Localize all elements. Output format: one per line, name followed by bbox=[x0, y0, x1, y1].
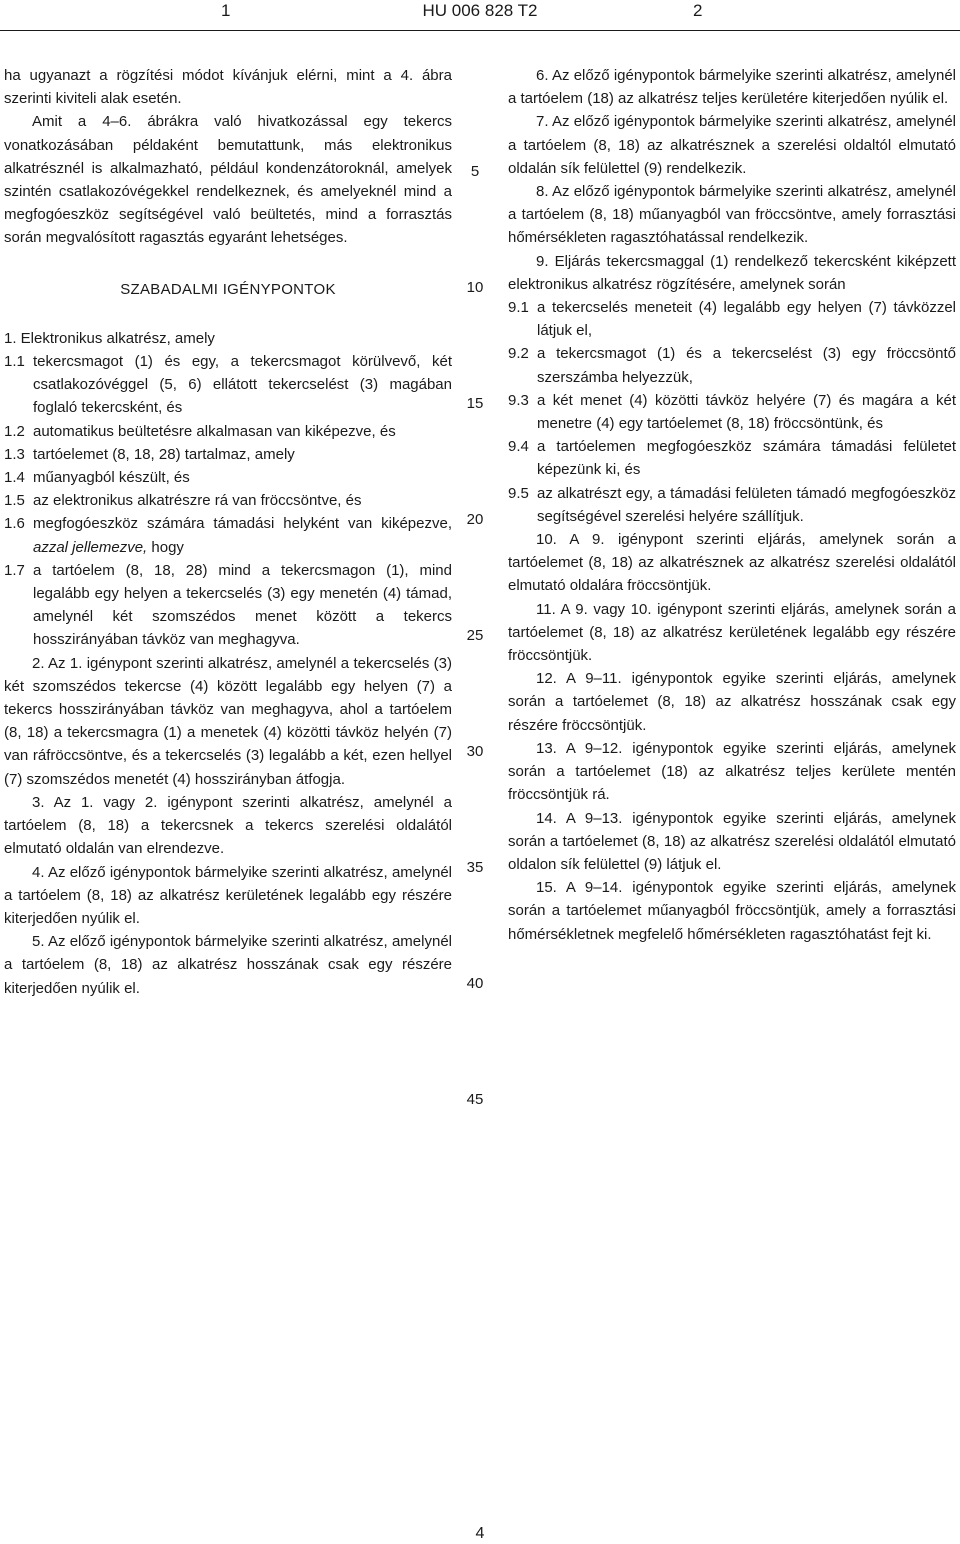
left-page-number: 1 bbox=[221, 1, 231, 20]
claim-item bbox=[4, 443, 452, 466]
claim-item-number: 1.5 bbox=[4, 492, 25, 510]
claim-15: 15. A 9–14. igénypontok egyike szerinti eljárás, amelynek során a tartóelemet műanyagból fröccsöntjük, amely a forrasztási hőmérsékletnek megfelelő hőmérsékleten ragasztóhatást fejt ki. bbox=[508, 879, 956, 943]
line-number: 40 bbox=[466, 975, 484, 992]
claim-item bbox=[4, 466, 452, 489]
document-id: HU 006 828 T2 bbox=[422, 1, 538, 20]
page-number: 4 bbox=[475, 1525, 485, 1542]
claim-item-number: 9.2 bbox=[508, 345, 529, 363]
claim-item bbox=[4, 512, 452, 558]
line-number: 30 bbox=[466, 743, 484, 760]
right-column bbox=[508, 64, 956, 946]
claim-item-number: 1.3 bbox=[4, 445, 25, 463]
claim-item bbox=[508, 389, 956, 435]
claim-4: 4. Az előző igénypontok bármelyike szerinti alkatrész, amelynél a tartóelem (8, 18) az alkatrész kerületének legalább egy részére kiterjedően nyúlik el. bbox=[4, 863, 452, 927]
claim-item-text: az elektronikus alkatrészre rá van fröccsöntve, és bbox=[33, 492, 362, 510]
claim-item-number: 1.4 bbox=[4, 469, 25, 487]
claim-item-text-part: hogy bbox=[147, 538, 184, 556]
claim-5: 5. Az előző igénypontok bármelyike szerinti alkatrész, amelynél a tartóelem (8, 18) az alkatrész hosszának csak egy részére kiterjedően nyúlik el. bbox=[4, 933, 452, 997]
claim-item bbox=[508, 342, 956, 388]
claims-heading: SZABADALMI IGÉNYPONTOK bbox=[120, 280, 336, 298]
claim-item-text: a tekercsmagot (1) és a tekercselést (3) egy fröccsöntő szerszámba helyezzük, bbox=[537, 345, 956, 386]
paragraph: ha ugyanazt a rögzítési módot kívánjuk elérni, mint a 4. ábra szerinti kiviteli alak esetén. bbox=[4, 67, 452, 108]
line-number: 35 bbox=[466, 859, 484, 876]
claim-item bbox=[4, 559, 452, 652]
line-number: 15 bbox=[466, 395, 484, 412]
line-number: 45 bbox=[466, 1091, 484, 1108]
claim-item-text: tekercsmagot (1) és egy, a tekercsmagot körülvevő, két csatlakozóvéggel (5, 6) ellátott tekercselést (3) magában foglaló tekercsként, és bbox=[33, 353, 452, 417]
claim-2: 2. Az 1. igénypont szerinti alkatrész, amelynél a tekercselés (3) két szomszédos tekercse (4) között legalább egy helyen (7) a tekercs hosszirányában távköz van meghagyva, ahol a tartóelem (8, 18) a tekercsmagra (1) a menetek (4) közötti távköz helyén (7) van ráfröccsöntve, és a tekercselés (3) legalább a két, ezen hellyel (7) szomszédos menetét (4) hosszirányban átfogja. bbox=[4, 654, 452, 788]
claim-6: 6. Az előző igénypontok bármelyike szerinti alkatrész, amelynél a tartóelem (18) az alkatrész teljes kerületére kiterjedően nyúlik el. bbox=[508, 67, 956, 108]
claim-14: 14. A 9–13. igénypontok egyike szerinti eljárás, amelynek során a tartóelemet (8, 18) az alkatrész szerelési oldalától elmutató oldalon sík felülettel (9) látjuk el. bbox=[508, 809, 956, 873]
claim-item-text: tartóelemet (8, 18, 28) tartalmaz, amely bbox=[33, 445, 295, 463]
characterizing-phrase: azzal jellemezve, bbox=[33, 538, 148, 556]
header-divider bbox=[0, 30, 960, 31]
claim-item-number: 9.3 bbox=[508, 391, 529, 409]
claim-8: 8. Az előző igénypontok bármelyike szerinti alkatrész, amelynél a tartóelem (8, 18) műanyagból van fröccsöntve, amely forrasztási hőmérsékleten ragasztóhatással rendelkezik. bbox=[508, 183, 956, 247]
claim-item-text: a tekercselés meneteit (4) legalább egy helyen (7) távközzel látjuk el, bbox=[537, 299, 956, 340]
claim-item-number: 9.1 bbox=[508, 299, 529, 317]
claim-item-number: 1.7 bbox=[4, 561, 25, 579]
claim-item-text bbox=[33, 512, 452, 558]
line-number: 10 bbox=[466, 279, 484, 296]
claim-item-text: a tartóelemen megfogóeszköz számára támadási felületet képezünk ki, és bbox=[537, 438, 956, 479]
claim-3: 3. Az 1. vagy 2. igénypont szerinti alkatrész, amelynél a tartóelem (8, 18) a tekercsnek a tekercs szerelési oldalától elmutató oldalán van elrendezve. bbox=[4, 793, 452, 858]
claim-item-text: automatikus beültetésre alkalmasan van kiképezve, és bbox=[33, 422, 396, 440]
left-column bbox=[4, 64, 452, 1000]
claim-7: 7. Az előző igénypontok bármelyike szerinti alkatrész, amelynél a tartóelem (8, 18) az alkatrésznek a szerelési oldaltól elmutató oldalán sík felülettel (9) rendelkezik. bbox=[508, 113, 956, 177]
claim-item bbox=[508, 296, 956, 342]
paragraph: Amit a 4–6. ábrákra való hivatkozással egy tekercs vonatkozásában példaként bemutattunk, más elektronikus alkatrésznél is alkalmazható, például kondenzátoroknál, amelyek szintén csatlakozóvégekkel rendelkeznek, és amelyeknél mind a megfogóeszköz segítségével való beültetés, mind a forrasztás során megvalósított ragasztás egyaránt lehetséges. bbox=[4, 113, 452, 247]
claim-item-number: 9.4 bbox=[508, 438, 529, 456]
claim-10: 10. A 9. igénypont szerinti eljárás, amelynek során a tartóelemet (8, 18) az alkatrésznek az alkatrész szerelési oldalától elmutató oldalára fröccsöntjük. bbox=[508, 531, 956, 595]
line-number: 5 bbox=[470, 163, 480, 180]
claim-item-number: 1.2 bbox=[4, 422, 25, 440]
claim-item-text: műanyagból készült, és bbox=[33, 469, 190, 487]
claim-12: 12. A 9–11. igénypontok egyike szerinti eljárás, amelynek során a tartóelemet (8, 18) az alkatrész hosszának csak egy részére fröccsöntjük. bbox=[508, 670, 956, 734]
claim-item-number: 9.5 bbox=[508, 484, 529, 502]
claim-item-text: a tartóelem (8, 18, 28) mind a tekercsmagon (1), mind legalább egy helyen a tekercselés (3) egy menetén (4) támad, amelynél két szomszédos menet között a tekercs hosszirányában távköz van meghagyva. bbox=[33, 561, 452, 649]
claim-item bbox=[508, 435, 956, 481]
claim-1-intro: 1. Elektronikus alkatrész, amely bbox=[4, 329, 215, 347]
right-page-number: 2 bbox=[693, 1, 703, 20]
claim-item bbox=[4, 420, 452, 443]
claim-11: 11. A 9. vagy 10. igénypont szerinti eljárás, amelynek során a tartóelemet (8, 18) az alkatrész kerületének legalább egy részére fröccsöntjük. bbox=[508, 600, 956, 665]
claim-item-number: 1.1 bbox=[4, 353, 25, 371]
line-number: 20 bbox=[466, 511, 484, 528]
claim-item-text: az alkatrészt egy, a támadási felületen támadó megfogóeszköz segítségével szerelési helyére szállítjuk. bbox=[537, 484, 956, 525]
claim-13: 13. A 9–12. igénypontok egyike szerinti eljárás, amelynek során a tartóelemet (18) az alkatrész teljes kerülete mentén fröccsöntjük rá. bbox=[508, 739, 956, 804]
claim-item-text-part: megfogóeszköz számára támadási helyként van kiképezve, bbox=[33, 515, 452, 533]
claim-item bbox=[4, 350, 452, 420]
line-number: 25 bbox=[466, 627, 484, 644]
page-header bbox=[0, 0, 960, 30]
claim-item-number: 1.6 bbox=[4, 515, 25, 533]
claim-9-intro: 9. Eljárás tekercsmaggal (1) rendelkező tekercsként kiképzett elektronikus alkatrész rögzítésére, amelynek során bbox=[508, 252, 956, 293]
claim-item-text: a két menet (4) közötti távköz helyére (7) és magára a két menetre (4) egy tartóelemet (8, 18) fröccsöntünk, és bbox=[537, 391, 956, 433]
claim-item bbox=[4, 489, 452, 512]
claim-item bbox=[508, 482, 956, 528]
